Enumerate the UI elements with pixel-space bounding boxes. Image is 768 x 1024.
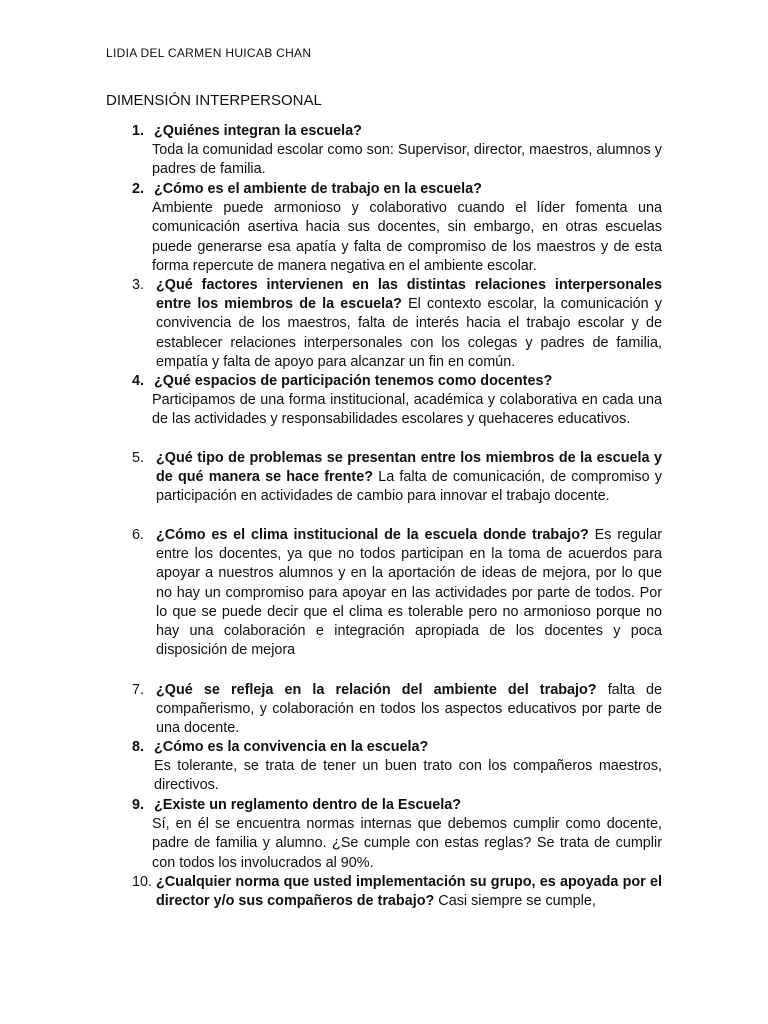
question-item-9 xyxy=(132,796,662,873)
answer-text: Participamos de una forma institucional, académica y colaborativa en cada una de las actividades y responsabilidades escolares y quehaceres educativos. xyxy=(152,392,662,428)
question-number: 9. xyxy=(132,797,145,813)
question-text: ¿Cualquier norma que usted implementación su grupo, es apoyada por el director y/o sus compañeros de trabajo? xyxy=(156,874,662,910)
question-text: ¿Cómo es el ambiente de trabajo en la escuela? xyxy=(154,181,482,197)
question-number: 10. xyxy=(132,874,153,890)
question-number: 2. xyxy=(132,181,145,197)
question-item-5 xyxy=(132,449,662,507)
question-number: 5. xyxy=(132,450,145,466)
question-number: 3. xyxy=(132,277,145,293)
answer-text: El contexto escolar, la comunicación y convivencia de los maestros, falta de interés hacia el trabajo escolar y de establecer relaciones interpersonales con los colegas y padres de familia, empatía y falta de apoyo para alcanzar un fin en común. xyxy=(156,296,662,370)
question-item-2 xyxy=(132,180,662,276)
answer-text: Casi siempre se cumple, xyxy=(438,893,596,910)
question-number: 8. xyxy=(132,739,145,755)
question-item-10 xyxy=(132,873,662,911)
question-number: 6. xyxy=(132,527,145,543)
answer-text: Toda la comunidad escolar como son: Supervisor, director, maestros, alumnos y padres de familia. xyxy=(152,142,662,178)
question-item-8 xyxy=(132,738,662,796)
answer-text: Es regular entre los docentes, ya que no todos participan en la toma de acuerdos para apoyar a nuestros alumnos y en la aportación de ideas de mejora, por lo que no hay un compromiso para apoyar en las actividades por parte de todos. Por lo que se puede decir que el clima es tolerable pero no armonioso porque no hay una colaboración e integración apropiada de los docentes y poca disposición de mejora xyxy=(156,527,662,659)
question-number: 7. xyxy=(132,682,145,698)
question-text: ¿Cómo es el clima institucional de la escuela donde trabajo? xyxy=(156,527,589,543)
question-item-3 xyxy=(132,276,662,372)
question-text: ¿Qué factores intervienen en las distintas relaciones interpersonales entre los miembros de la escuela? xyxy=(156,277,662,313)
author-name: LIDIA DEL CARMEN HUICAB CHAN xyxy=(106,46,312,60)
section-title: DIMENSIÓN INTERPERSONAL xyxy=(106,92,322,109)
question-item-6 xyxy=(132,526,662,660)
question-text: ¿Quiénes integran la escuela? xyxy=(154,123,362,139)
answer-text: falta de compañerismo, y colaboración en todos los aspectos educativos por parte de una docente. xyxy=(156,682,662,737)
question-item-7 xyxy=(132,681,662,739)
question-text: ¿Qué espacios de participación tenemos como docentes? xyxy=(154,373,553,389)
question-item-1 xyxy=(132,122,662,180)
answer-text: Ambiente puede armonioso y colaborativo cuando el líder fomenta una comunicación asertiva hacia sus docentes, sin embargo, en otras escuelas puede generarse esa apatía y falta de compromiso de los maestros y de esta forma repercute de manera negativa en el ambiente escolar. xyxy=(152,200,662,274)
question-item-4 xyxy=(132,372,662,430)
answer-text: Es tolerante, se trata de tener un buen trato con los compañeros maestros, directivos. xyxy=(154,758,662,794)
question-text: ¿Qué tipo de problemas se presentan entre los miembros de la escuela y de qué manera se hace frente? xyxy=(156,450,662,486)
answer-text: La falta de comunicación, de compromiso y participación en actividades de cambio para innovar el trabajo docente. xyxy=(156,469,662,505)
answer-text: Sí, en él se encuentra normas internas que debemos cumplir como docente, padre de familia y alumno. ¿Se cumple con estas reglas? Se trata de cumplir con todos los involucrados al 90%. xyxy=(152,816,662,871)
question-text: ¿Qué se refleja en la relación del ambiente del trabajo? xyxy=(156,682,597,698)
question-number: 4. xyxy=(132,373,145,389)
question-text: ¿Cómo es la convivencia en la escuela? xyxy=(154,739,429,755)
question-number: 1. xyxy=(132,123,145,139)
question-text: ¿Existe un reglamento dentro de la Escuela? xyxy=(154,797,462,813)
